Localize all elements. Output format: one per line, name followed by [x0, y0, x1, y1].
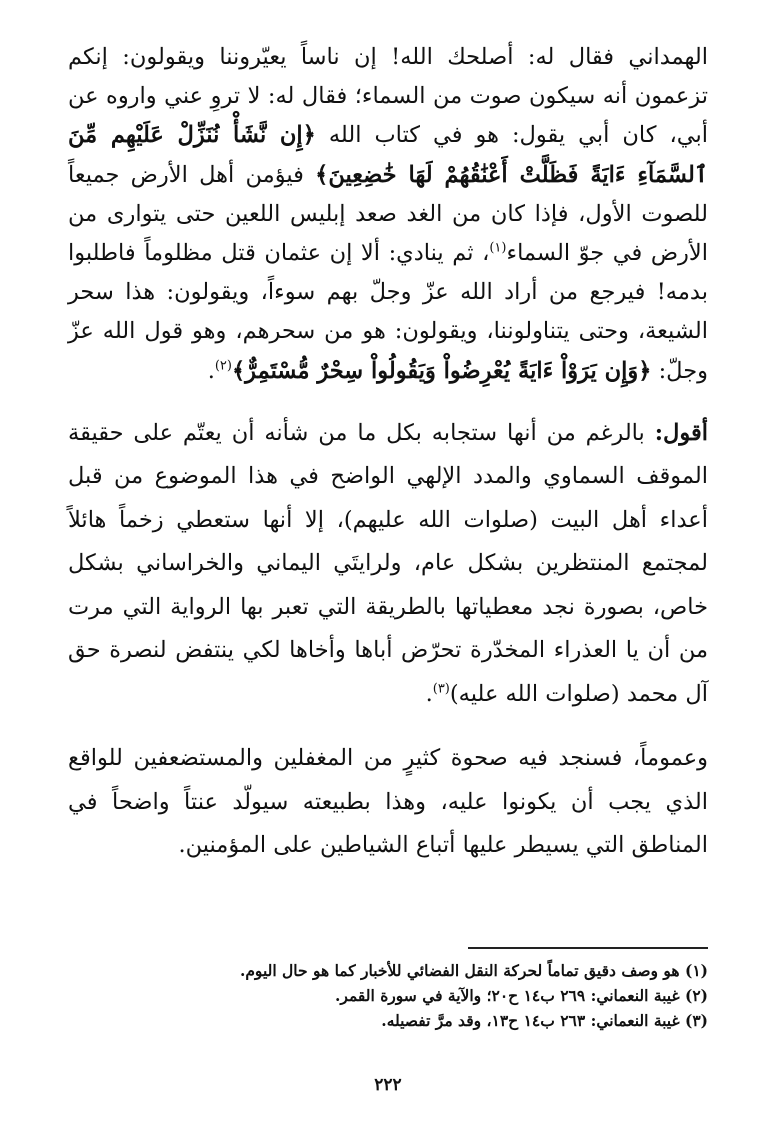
footnote-ref-2[interactable]: (٢)	[214, 358, 232, 374]
commentary-end: .	[425, 680, 433, 707]
narration-text-2: فيؤمن أهل الأرض جميعاً للصوت الأول، فإذا كان من الغد صعد إبليس اللعين حتى يتوارى من الأرض في جوّ السماء	[68, 161, 709, 267]
conclusion-paragraph	[68, 737, 708, 868]
narration-end: .	[207, 357, 215, 384]
conclusion-text: وعموماً، فسنجد فيه صحوة كثيرٍ من المغفلين والمستضعفين للواقع الذي يجب أن يكونوا عليه، وهذا بطبيعته سيولّد عنتاً واضحاً في المناطق التي يسيطر عليها أتباع الشياطين على المؤمنين.	[68, 745, 708, 859]
footnote-divider	[468, 947, 708, 949]
footnote-2: (٢) غيبة النعماني: ٢٦٩ ب١٤ ح٢٠؛ والآية في سورة القمر.	[335, 986, 708, 1005]
footnote-ref-3[interactable]: (٣)	[432, 681, 450, 697]
quran-verse-1: ﴿إِن نَّشَأْ نُنَزِّلْ عَلَيْهِم مِّنَ ٱلسَّمَآءِ ءَايَةً فَظَلَّتْ أَعْنَٰقُهُمْ لَهَا خَٰضِعِينَ﴾	[68, 122, 708, 188]
footnotes-section	[68, 958, 708, 1033]
footnote-3: (٣) غيبة النعماني: ٢٦٣ ب١٤ ح١٣، وقد مرَّ تفصيله.	[381, 1011, 708, 1030]
footnote-1: (١) هو وصف دقيق تماماً لحركة النقل الفضائي للأخبار كما هو حال اليوم.	[239, 961, 708, 980]
page-number: ٢٢٢	[374, 1075, 402, 1095]
footnote-ref-1[interactable]: (١)	[489, 240, 507, 256]
commentary-lead: أقول:	[654, 419, 708, 446]
narration-text-1: الهمداني فقال له: أصلحك الله! إن ناساً يعيّروننا ويقولون: إنكم تزعمون أنه سيكون صوت من السماء؛ فقال له: لا تروِ عني واروه عن أبي، كان أبي يقول: هو في كتاب الله	[68, 44, 709, 149]
commentary-paragraph	[68, 412, 708, 717]
narration-text-3: ، ثم ينادي: ألا إن عثمان قتل مظلوماً فاطلبوا بدمه! فيرجع من أراد الله عزّ وجلّ بهم سوءاً، ويقولون: هذا سحر الشيعة، وحتى يتناولوننا، ويقولون: هو من سحرهم، وهو قول الله عزّ وجلّ:	[68, 240, 708, 384]
commentary-text: بالرغم من أنها ستجابه بكل ما من شأنه أن يعتّم على حقيقة الموقف السماوي والمدد الإلهي الواضح في هذا الموضوع من قبل أعداء أهل البيت (صلوات الله عليهم)، إلا أنها ستعطي زخماً هائلاً لمجتمع المنتظرين بشكل عام، ولرايتَي اليماني والخراساني بشكل خاص، بصورة نجد معطياتها بالطريقة التي تعبر بها الرواية التي مرت من أن يا العذراء المخدّرة تحرّض أباها وأخاها لكي ينتفض لنصرة حق آل محمد (صلوات الله عليه)	[68, 419, 708, 707]
quran-verse-2: ﴿وَإِن يَرَوْاْ ءَايَةً يُعْرِضُواْ وَيَقُولُواْ سِحْرٌ مُّسْتَمِرٌّ﴾	[231, 357, 652, 384]
narration-paragraph	[68, 38, 708, 391]
